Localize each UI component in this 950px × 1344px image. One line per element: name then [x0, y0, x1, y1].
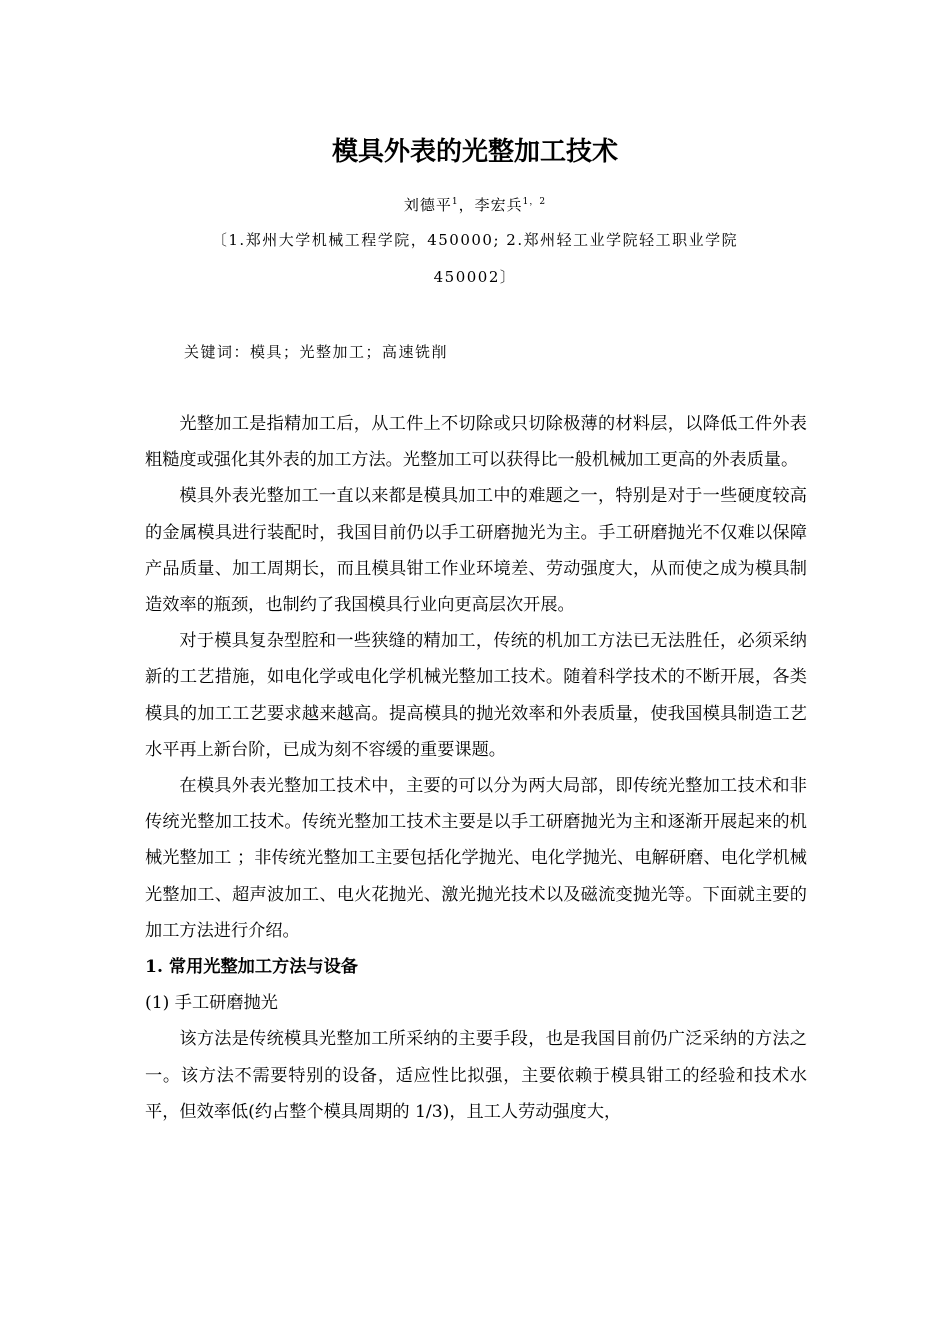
affiliation-line-1: 〔1.郑州大学机械工程学院，450000; 2.郑州轻工业学院轻工职业学院 [211, 231, 739, 249]
author-separator: ， [458, 196, 475, 214]
author-line [0, 194, 950, 216]
paragraph-1: 光整加工是指精加工后，从工件上不切除或只切除极薄的材料层，以降低工件外表粗糙度或强化其外表的加工方法。光整加工可以获得比一般机械加工更高的外表质量。 [145, 414, 807, 471]
body-text [145, 406, 807, 1130]
keywords-line: 关键词：模具；光整加工；高速铣削 [184, 343, 449, 361]
paragraph-3: 对于模具复杂型腔和一些狭缝的精加工，传统的机加工方法已无法胜任，必须采纳新的工艺措施，如电化学或电化学机械光整加工技术。随着科学技术的不断开展，各类模具的加工工艺要求越来越高。提高模具的抛光效率和外表质量，使我国模具制造工艺水平再上新台阶，已成为刻不容缓的重要课题。 [145, 631, 807, 760]
author-1-affiliation-mark: 1 [451, 197, 459, 207]
author-2-name: 李宏兵 [474, 196, 523, 214]
paragraph-5: 该方法是传统模具光整加工所采纳的主要手段，也是我国目前仍广泛采纳的方法之一。该方法不需要特别的设备，适应性比拟强，主要依赖于模具钳工的经验和技术水平，但效率低(约占整个模具周期的 1/3)，且工人劳动强度大， [145, 1029, 807, 1122]
document-title: 模具外表的光整加工技术 [331, 137, 618, 167]
paragraph-4: 在模具外表光整加工技术中，主要的可以分为两大局部，即传统光整加工技术和非传统光整加工技术。传统光整加工技术主要是以手工研磨抛光为主和逐渐开展起来的机械光整加工 ；非传统光整加工主要包括化学抛光、电化学抛光、电解研磨、电化学机械光整加工、超声波加工、电火花抛光、激光抛光技术以及磁流变抛光等。下面就主要的加工方法进行介绍。 [145, 776, 807, 941]
author-2-affiliation-mark: 1，2 [522, 197, 547, 207]
subsection-heading: (1) 手工研磨抛光 [145, 993, 278, 1014]
paragraph-2: 模具外表光整加工一直以来都是模具加工中的难题之一，特别是对于一些硬度较高的金属模具进行装配时，我国目前仍以手工研磨抛光为主。手工研磨抛光不仅难以保障产品质量、加工周期长，而且模具钳工作业环境差、劳动强度大，从而使之成为模具制造效率的瓶颈，也制约了我国模具行业向更高层次开展。 [145, 486, 807, 616]
affiliation-line-2: 450002〕 [433, 268, 517, 286]
section-heading: 1. 常用光整加工方法与设备 [145, 957, 358, 978]
author-1-name: 刘德平 [403, 196, 452, 214]
